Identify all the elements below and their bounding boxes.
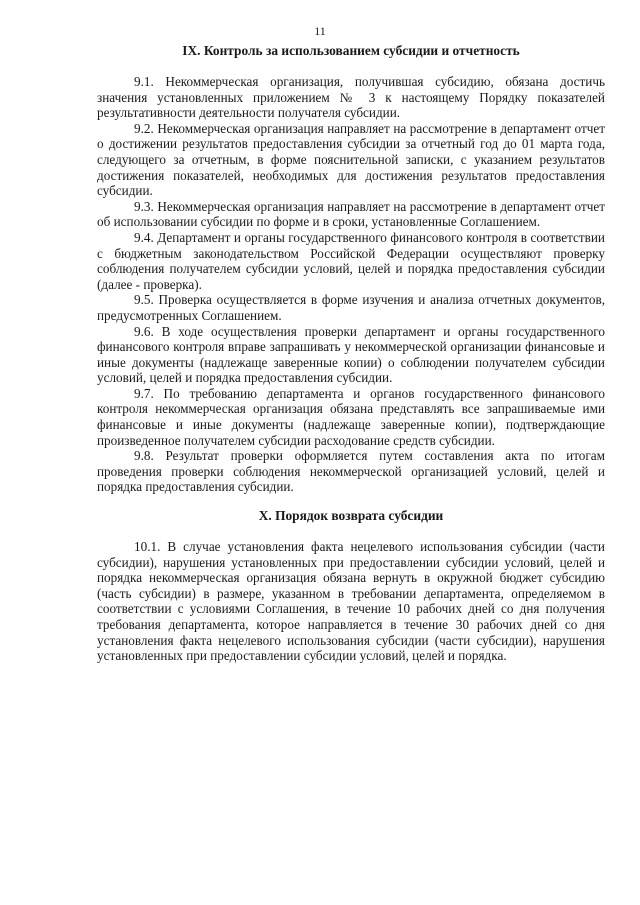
paragraph-9-8: 9.8. Результат проверки оформляется путем составления акта по итогам проведения проверки соблюдения некоммерческой организацией условий, целей и порядка предоставления субсидии.: [97, 448, 605, 495]
paragraph-9-3: 9.3. Некоммерческая организация направляет на рассмотрение в департамент отчет об использовании субсидии по форме и в сроки, установленные Соглашением.: [97, 198, 605, 230]
paragraph-9-6: 9.6. В ходе осуществления проверки департамент и органы государственного финансового контроля вправе запрашивать у некоммерческой организации финансовые и иные документы (надлежаще заверенные копии) о соблюдении получателем субсидии условий, целей и порядка предоставления субсидии.: [97, 323, 605, 386]
paragraph-9-2: 9.2. Некоммерческая организация направляет на рассмотрение в департамент отчет о достижении результатов предоставления субсидии за отчетный год до 01 марта года, следующего за отчетным, в форме пояснительной записки, с указанием результатов достижения показателей, необходимых для достижения результатов предоставления субсидии.: [97, 120, 605, 199]
paragraph-9-5: 9.5. Проверка осуществляется в форме изучения и анализа отчетных документов, предусмотренных Соглашением.: [97, 292, 605, 323]
page-number: 11: [314, 24, 326, 38]
section-9-title: IX. Контроль за использованием субсидии и отчетность: [182, 43, 520, 58]
paragraph-9-4: 9.4. Департамент и органы государственного финансового контроля в соответствии с бюджетным законодательством Российской Федерации осуществляют проверку соблюдения получателем субсидии условий, целей и порядка предоставления субсидии (далее - проверка).: [97, 229, 605, 292]
paragraph-9-1: 9.1. Некоммерческая организация, получившая субсидию, обязана достичь значения установленных приложением № 3 к настоящему Порядку показателей результативности деятельности получателя субсидии.: [97, 74, 605, 121]
document-body: [97, 42, 605, 664]
paragraph-10-1: 10.1. В случае установления факта нецелевого использования субсидии (части субсидии), нарушения установленных при предоставлении субсидии условий, целей и порядка некоммерческая организация обязана вернуть в окружной бюджет субсидию (часть субсидии) в размере, указанном в требовании департамента, определяемом в соответствии с условиями Соглашения, в течение 10 рабочих дней со дня получения требования департамента, которое направляется в течение 30 рабочих дней со дня установления факта нецелевого использования субсидии (части субсидии), нарушения установленных при предоставлении субсидии условий, целей и порядка.: [97, 539, 605, 664]
paragraph-9-7: 9.7. По требованию департамента и органов государственного финансового контроля некоммерческая организация обязана представлять все запрашиваемые ими финансовые и иные документы (надлежаще заверенные копии), подтверждающие произведенное получателем субсидии расходование средств субсидии.: [97, 385, 605, 448]
section-10-title: X. Порядок возврата субсидии: [258, 508, 444, 524]
